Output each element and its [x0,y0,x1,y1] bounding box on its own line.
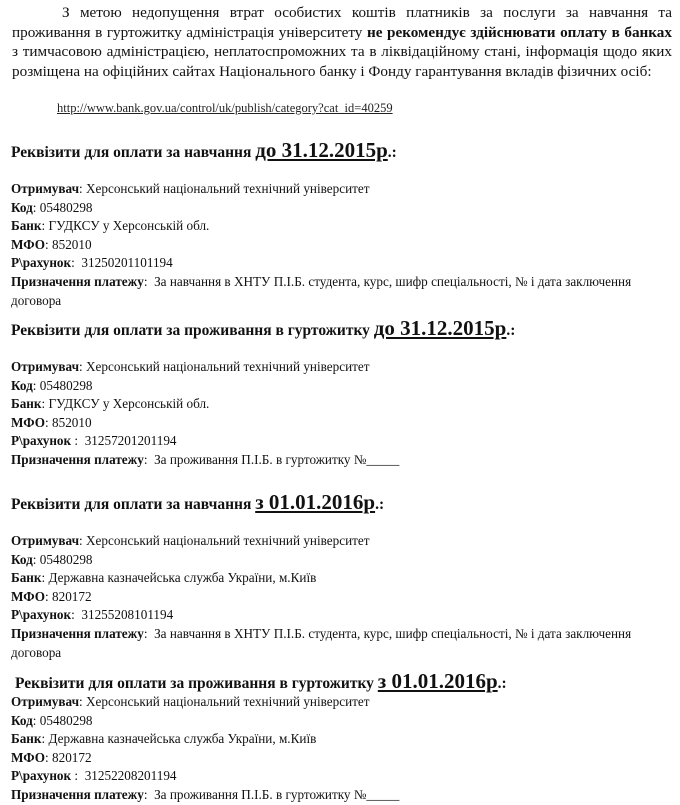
bank-row: Банк: Державна казначейська служба України, м.Київ [11,570,317,586]
code-row: Код: 05480298 [11,712,93,728]
account-row: Р\рахунок: 31255208101194 [11,607,174,623]
purpose-row: Призначення платежу: За проживання П.І.Б. в гуртожитку №_____ [11,786,400,802]
section-dorm-2016-fields [11,691,671,805]
purpose-row: Призначення платежу: За навчання в ХНТУ П.І.Б. студента, курс, шифр спеціальності, № і дата заключення договора [11,273,632,308]
code-row: Код: 05480298 [11,377,93,393]
code-row: Код: 05480298 [11,199,93,215]
code-row: Код: 05480298 [11,551,93,567]
recipient-row: Отримувач: Херсонський національний технічний університет [11,181,370,196]
section-heading: Реквізити для оплати за навчання до 31.12.2015р.: [11,138,397,162]
purpose-row: Призначення платежу: За проживання П.І.Б. в гуртожитку №_____ [11,451,400,467]
section-dorm-2015 [11,317,671,470]
bank-row: Банк: ГУДКСУ у Херсонській обл. [11,396,210,412]
deadline: з 01.01.2016р [255,490,376,514]
recipient-row: Отримувач: Херсонський національний технічний університет [11,694,370,709]
mfo-row: МФО: 820172 [11,749,92,765]
section-tuition-2016 [11,491,671,662]
account-row: Р\рахунок : 31252208201194 [11,768,177,784]
recipient-row: Отримувач: Херсонський національний технічний університет [11,359,370,374]
deadline: з 01.01.2016р [377,669,498,693]
intro-warning: не рекомендує здійснювати оплату в банках [366,23,672,41]
intro-paragraph [12,3,672,81]
recipient-row: Отримувач: Херсонський національний технічний університет [11,533,370,548]
account-row: Р\рахунок : 31257201201194 [11,433,177,449]
mfo-row: МФО: 820172 [11,588,92,604]
intro-text: З метою недопущення втрат особистих коштів платників за послуги за навчання та проживання в гуртожитку адміністрація університету [12,4,672,41]
section-tuition-2015 [11,139,671,310]
mfo-row: МФО: 852010 [11,414,92,430]
bank-row: Банк: ГУДКСУ у Херсонській обл. [11,218,210,234]
intro-text-end: з тимчасовою адміністрацією, неплатоспроможних та в ліквідаційному стані, інформація щодо яких розміщена на офіційних сайтах Національного банку і Фонду гарантування вкладів фізичних осіб: [12,43,672,80]
section-heading: Реквізити для оплати за проживання в гуртожитку до 31.12.2015р.: [11,316,516,340]
nbu-link[interactable]: http://www.bank.gov.ua/control/uk/publish/category?cat_id=40259 [57,101,393,115]
account-row: Р\рахунок: 31250201101194 [11,255,173,271]
mfo-row: МФО: 852010 [11,236,92,252]
section-heading: Реквізити для оплати за навчання з 01.01.2016р.: [11,490,385,514]
bank-row: Банк: Державна казначейська служба України, м.Київ [11,731,317,747]
section-heading: Реквізити для оплати за проживання в гуртожитку з 01.01.2016р.: [15,669,507,693]
deadline: до 31.12.2015р [373,316,507,340]
deadline: до 31.12.2015р [255,138,388,162]
purpose-row: Призначення платежу: За навчання в ХНТУ П.І.Б. студента, курс, шифр спеціальності, № і дата заключення договора [11,625,632,660]
